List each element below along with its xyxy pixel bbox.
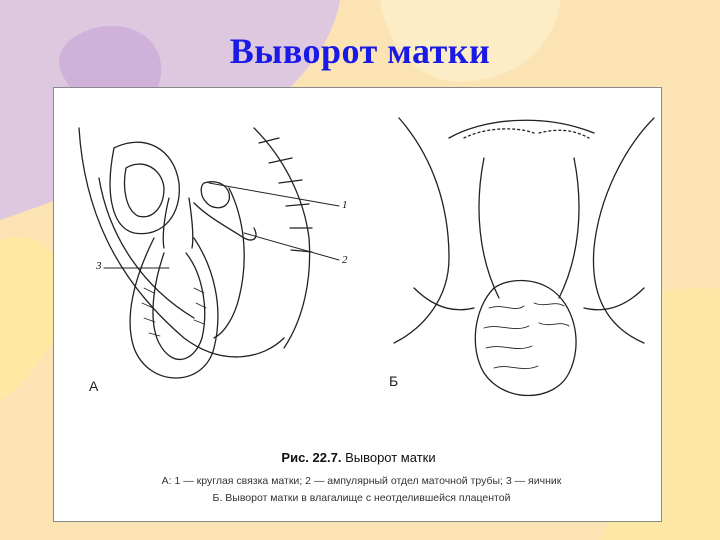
panel-b-pubic-hair: [464, 129, 589, 138]
figure-caption-line-1: А: 1 — круглая связка матки; 2 — ампулярный отдел маточной трубы; 3 — яичник: [161, 475, 562, 487]
figure-caption-number: Рис. 22.7.: [281, 450, 342, 465]
panel-a-bladder-inner: [125, 164, 165, 217]
panel-b-thigh-left: [394, 118, 449, 343]
panel-a-label: А: [89, 378, 99, 394]
callout-number-1: 1: [342, 199, 348, 211]
panel-b-buttock-right: [584, 288, 644, 310]
callout-number-3: 3: [96, 260, 102, 272]
panel-b-placenta-texture: [484, 303, 569, 369]
callout-number-2: 2: [342, 254, 348, 266]
panel-a-uterus-inner: [153, 253, 205, 359]
figure-caption-title: [54, 450, 663, 465]
panel-b-buttock-left: [414, 288, 474, 310]
figure-caption-line-2: Б. Выворот матки в влагалище с неотделившейся плацентой: [212, 492, 511, 504]
slide-title: Выворот матки: [229, 31, 491, 71]
panel-b-inverted-uterus: [475, 281, 576, 396]
panel-b-label: Б: [389, 373, 399, 389]
panel-a-inner-curve: [99, 178, 194, 318]
panel-a-leader-2: [244, 233, 339, 260]
panel-b-labia-right: [559, 158, 579, 298]
panel-b-labia-left: [479, 158, 499, 298]
panel-a-tube: [194, 203, 256, 240]
panel-a-pelvic-outline: [79, 128, 284, 357]
anatomical-illustration: [54, 88, 663, 428]
figure-panel: [53, 87, 662, 522]
panel-a-vertebrae: [259, 138, 312, 252]
panel-a-bladder: [110, 142, 179, 233]
figure-caption-text: Выворот матки: [345, 450, 436, 465]
